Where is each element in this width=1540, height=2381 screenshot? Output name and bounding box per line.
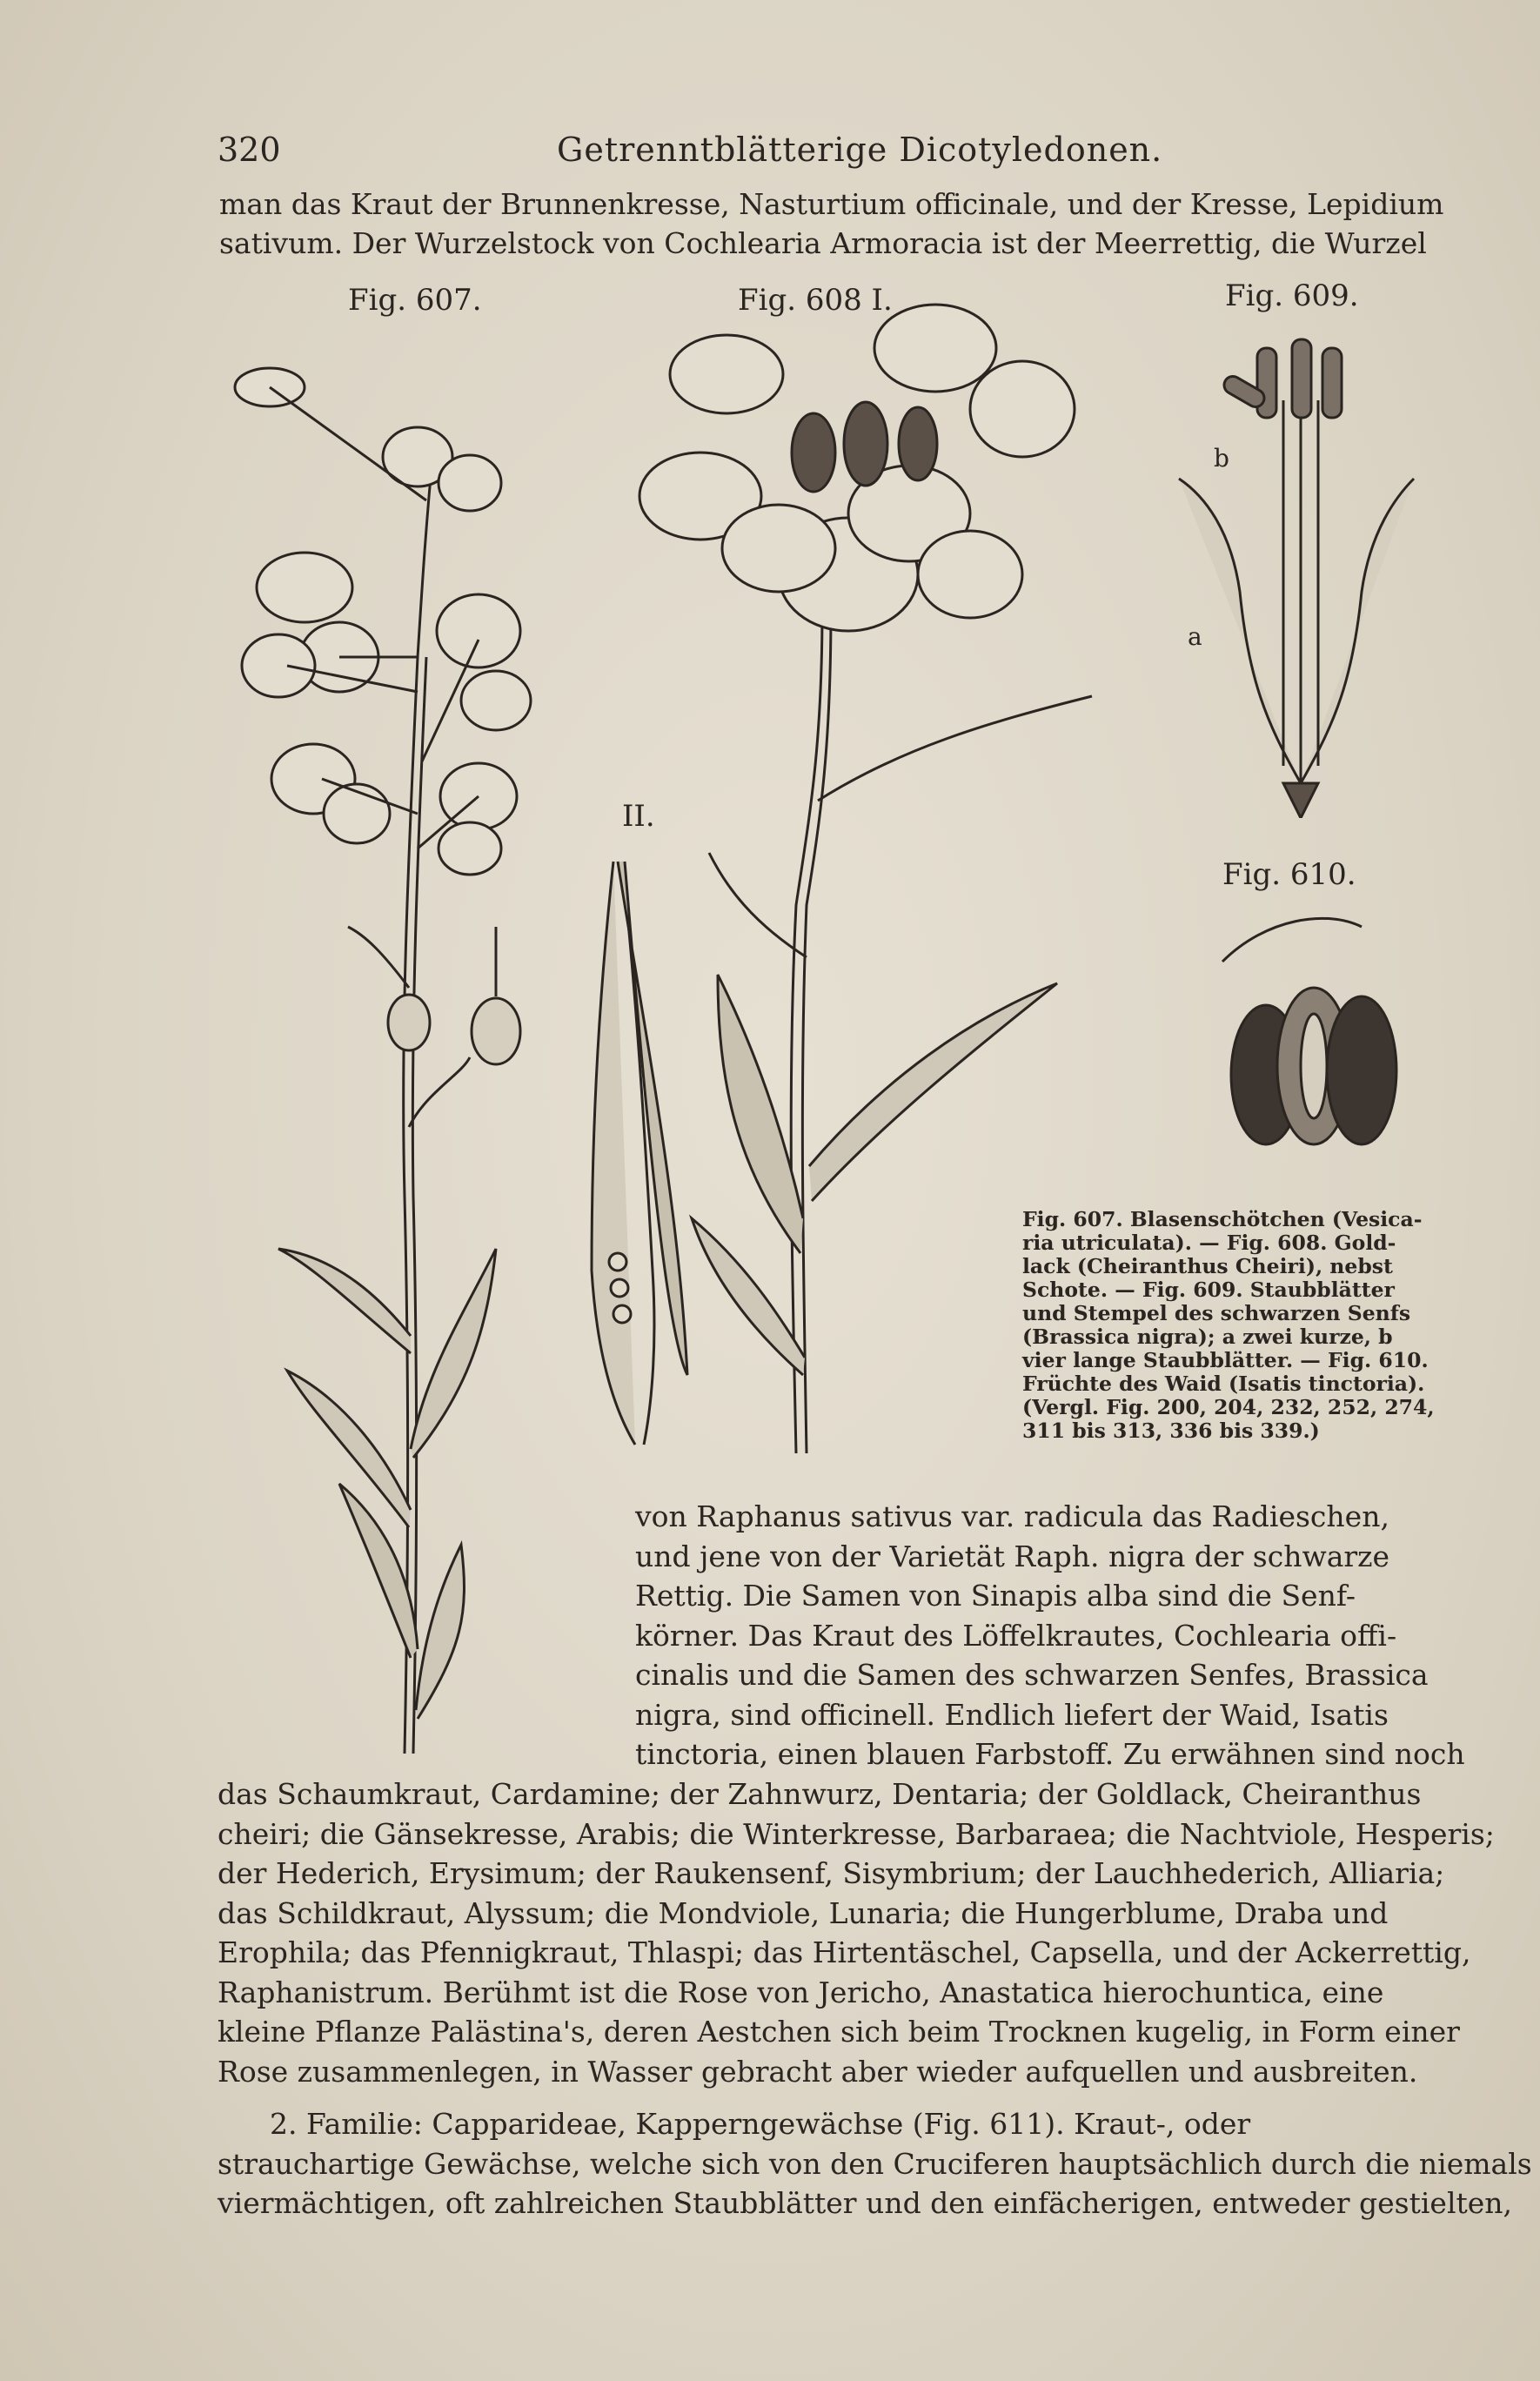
text-line: man das Kraut der Brunnenkresse, Nasturtium officinale, und der Kresse, Lepidium — [219, 187, 1444, 221]
text-line: von Raphanus sativus var. radicula das Radieschen, — [635, 1499, 1389, 1533]
figure-caption — [1022, 1207, 1435, 1443]
text-line: cinalis und die Samen des schwarzen Senfes, Brassica — [635, 1658, 1429, 1692]
text-line: Erophila; das Pfennigkraut, Thlaspi; das Hirtentäschel, Capsella, und der Ackerrettig, — [218, 1935, 1471, 1969]
caption-line: Schote. — Fig. 609. Staubblätter — [1022, 1278, 1395, 1302]
main-paragraph — [218, 1774, 1495, 2091]
caption-line: Fig. 607. Blasenschötchen (Vesica- — [1022, 1207, 1423, 1231]
text-line: körner. Das Kraut des Löffelkrautes, Cochlearia offi- — [635, 1618, 1397, 1653]
fig-608-label: Fig. 608 I. — [738, 283, 893, 318]
page-number: 320 — [218, 131, 281, 169]
caption-line: ria utriculata). — Fig. 608. Gold- — [1022, 1231, 1396, 1255]
text-line: 2. Familie: Capparideae, Kapperngewächse (Fig. 611). Kraut-, oder — [270, 2107, 1251, 2141]
fig-609-stamens-illustration — [1170, 331, 1423, 818]
caption-line: vier lange Staubblätter. — Fig. 610. — [1022, 1348, 1429, 1372]
text-line: tinctoria, einen blauen Farbstoff. Zu erwähnen sind noch — [635, 1737, 1465, 1771]
caption-line: (Vergl. Fig. 200, 204, 232, 252, 274, — [1022, 1395, 1435, 1419]
caption-line: 311 bis 313, 336 bis 339.) — [1022, 1419, 1320, 1443]
fig-609-label: Fig. 609. — [1225, 278, 1359, 313]
page-header — [218, 131, 1418, 183]
text-line: Rettig. Die Samen von Sinapis alba sind die Senf- — [635, 1579, 1356, 1613]
text-line: cheiri; die Gänsekresse, Arabis; die Winterkresse, Barbaraea; die Nachtviole, Hesperis; — [218, 1816, 1495, 1851]
text-line: das Schildkraut, Alyssum; die Mondviole, Lunaria; die Hungerblume, Draba und — [218, 1895, 1389, 1930]
fig-607-vesicaria-illustration — [209, 326, 574, 1762]
text-line: das Schaumkraut, Cardamine; der Zahnwurz, Dentaria; der Goldlack, Cheiranthus — [218, 1777, 1422, 1811]
fig-608-part-ii-label: II. — [622, 799, 655, 834]
caption-line: und Stempel des schwarzen Senfs — [1022, 1301, 1411, 1325]
text-line: nigra, sind officinell. Endlich liefert der Waid, Isatis — [635, 1697, 1389, 1732]
text-line: der Hederich, Erysimum; der Raukensenf, Sisymbrium; der Lauchhederich, Alliaria; — [218, 1856, 1445, 1890]
right-column-text — [635, 1497, 1465, 1774]
fig-609-mark-b: b — [1214, 444, 1229, 473]
text-line: Raphanistrum. Berühmt ist die Rose von Jericho, Anastatica hierochuntica, eine — [218, 1975, 1384, 2009]
caption-line: (Brassica nigra); a zwei kurze, b — [1022, 1325, 1393, 1349]
intro-text — [219, 184, 1443, 263]
fig-610-label: Fig. 610. — [1222, 857, 1356, 892]
text-line: kleine Pflanze Palästina's, deren Aestchen sich beim Trocknen kugelig, in Form einer — [218, 2015, 1460, 2049]
text-line: sativum. Der Wurzelstock von Cochlearia Armoracia ist der Meerrettig, die Wurzel — [219, 226, 1427, 260]
family-paragraph — [218, 2104, 1532, 2223]
text-line: und jene von der Varietät Raph. nigra der schwarze — [635, 1539, 1390, 1573]
fig-609-mark-a: a — [1188, 622, 1202, 651]
text-line: viermächtigen, oft zahlreichen Staubblätter und den einfächerigen, entweder gestielten, — [218, 2186, 1513, 2220]
running-title: Getrenntblätterige Dicotyledonen. — [557, 131, 1163, 169]
caption-line: Früchte des Waid (Isatis tinctoria). — [1022, 1372, 1425, 1396]
fig-607-label: Fig. 607. — [348, 283, 482, 318]
text-line: strauchartige Gewächse, welche sich von den Cruciferen hauptsächlich durch die niemals — [218, 2146, 1532, 2181]
text-line: Rose zusammenlegen, in Wasser gebracht aber wieder aufquellen und ausbreiten. — [218, 2054, 1418, 2089]
caption-line: lack (Cheiranthus Cheiri), nebst — [1022, 1254, 1393, 1278]
fig-610-isatis-fruits-illustration — [1214, 909, 1414, 1162]
